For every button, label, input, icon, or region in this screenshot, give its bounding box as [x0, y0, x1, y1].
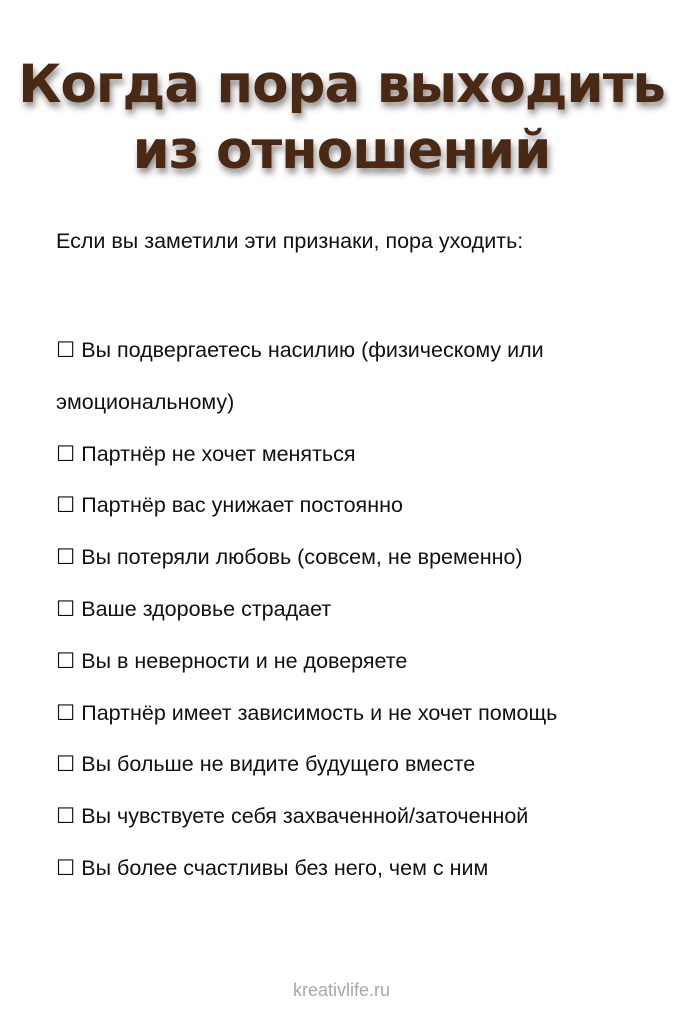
- checklist-item: ☐ Вы более счастливы без него, чем с ним: [56, 855, 489, 880]
- page-title-line-2: из отношений: [132, 120, 551, 181]
- page-title: [0, 52, 683, 184]
- checklist-item: ☐ Партнёр имеет зависимость и не хочет помощь: [56, 700, 558, 725]
- checklist-item: ☐ Вы потеряли любовь (совсем, не временно): [56, 545, 523, 570]
- intro-text: Если вы заметили эти признаки, пора уходить:: [56, 229, 524, 253]
- page-title-line-1: Когда пора выходить: [18, 54, 665, 115]
- checklist-item: ☐ Вы больше не видите будущего вместе: [56, 752, 476, 777]
- checklist-item: ☐ Ваше здоровье страдает: [56, 596, 332, 621]
- checklist-item: ☐ Вы в неверности и не доверяете: [56, 648, 408, 673]
- checklist-item: ☐ Партнёр не хочет меняться: [56, 441, 356, 466]
- checklist-item: ☐ Вы подвергаетесь насилию (физическому или эмоциональному): [56, 338, 544, 414]
- source-watermark: kreativlife.ru: [292, 980, 391, 1000]
- checklist-item: ☐ Вы чувствуете себя захваченной/заточенной: [56, 804, 529, 829]
- checklist-item: ☐ Партнёр вас унижает постоянно: [56, 493, 403, 518]
- sign-checklist: [56, 325, 656, 895]
